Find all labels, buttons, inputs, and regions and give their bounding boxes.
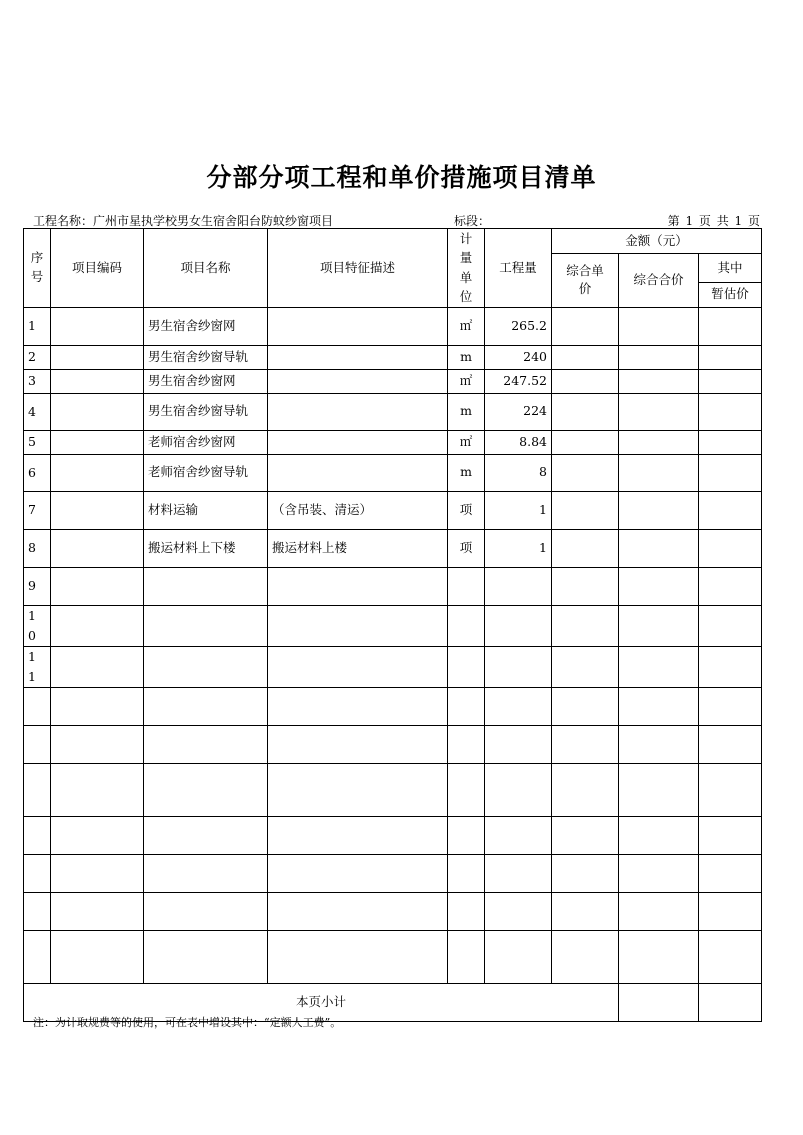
row-seq-cell: 3	[24, 369, 51, 393]
row-qty-cell	[485, 725, 552, 763]
table-row	[24, 491, 762, 529]
row-seq-cell	[24, 892, 51, 930]
row-code-cell	[51, 892, 144, 930]
row-provisional-cell	[699, 345, 762, 369]
row-provisional-cell	[699, 646, 762, 687]
row-unit-price-cell	[552, 529, 619, 567]
row-unit-cell: 项	[448, 529, 485, 567]
row-unit-cell	[448, 646, 485, 687]
row-code-cell	[51, 687, 144, 725]
row-desc-cell	[268, 307, 448, 345]
row-code-cell	[51, 725, 144, 763]
row-unit-cell	[448, 930, 485, 983]
row-total-price-cell	[619, 393, 699, 430]
row-total-price-cell	[619, 687, 699, 725]
row-name-cell	[144, 763, 268, 816]
row-name-cell	[144, 892, 268, 930]
row-total-price-cell	[619, 930, 699, 983]
row-qty-cell	[485, 854, 552, 892]
row-name-cell	[144, 854, 268, 892]
row-name-cell	[144, 646, 268, 687]
row-code-cell	[51, 491, 144, 529]
row-code-cell	[51, 646, 144, 687]
header-desc: 项目特征描述	[268, 229, 448, 308]
row-code-cell	[51, 763, 144, 816]
row-total-price-cell	[619, 430, 699, 454]
row-seq-cell: 5	[24, 430, 51, 454]
table-row	[24, 430, 762, 454]
row-code-cell	[51, 430, 144, 454]
row-name-cell: 材料运输	[144, 491, 268, 529]
row-seq-cell: 9	[24, 567, 51, 605]
row-total-price-cell	[619, 369, 699, 393]
row-total-price-cell	[619, 854, 699, 892]
row-total-price-cell	[619, 345, 699, 369]
row-unit-cell: ㎡	[448, 369, 485, 393]
row-total-price-cell	[619, 605, 699, 646]
row-qty-cell	[485, 567, 552, 605]
row-total-price-cell	[619, 892, 699, 930]
row-unit-cell	[448, 725, 485, 763]
table-row	[24, 529, 762, 567]
row-desc-cell	[268, 430, 448, 454]
row-name-cell: 老师宿舍纱窗网	[144, 430, 268, 454]
row-provisional-cell	[699, 763, 762, 816]
row-qty-cell: 1	[485, 529, 552, 567]
table-row	[24, 567, 762, 605]
row-name-cell: 老师宿舍纱窗导轨	[144, 454, 268, 491]
row-unit-price-cell	[552, 345, 619, 369]
row-name-cell: 男生宿舍纱窗网	[144, 369, 268, 393]
row-total-price-cell	[619, 816, 699, 854]
table-row	[24, 763, 762, 816]
row-provisional-cell	[699, 307, 762, 345]
row-qty-cell	[485, 605, 552, 646]
row-unit-cell	[448, 763, 485, 816]
row-unit-price-cell	[552, 393, 619, 430]
row-unit-price-cell	[552, 763, 619, 816]
row-total-price-cell	[619, 646, 699, 687]
header-qty: 工程量	[485, 229, 552, 308]
row-desc-cell	[268, 816, 448, 854]
row-provisional-cell	[699, 393, 762, 430]
table-row	[24, 646, 762, 687]
row-qty-cell	[485, 646, 552, 687]
row-qty-cell	[485, 930, 552, 983]
row-qty-cell: 8.84	[485, 430, 552, 454]
row-unit-cell: m	[448, 393, 485, 430]
subtotal-total-cell	[619, 983, 699, 1021]
row-name-cell: 男生宿舍纱窗导轨	[144, 393, 268, 430]
header-amount: 金额（元）	[552, 229, 762, 254]
row-code-cell	[51, 605, 144, 646]
table-row	[24, 687, 762, 725]
table-body	[24, 307, 762, 983]
project-name: 工程名称：广州市星执学校男女生宿舍阳台防蚊纱窗项目	[33, 214, 334, 228]
row-provisional-cell	[699, 930, 762, 983]
table-header	[24, 229, 762, 308]
table-row	[24, 369, 762, 393]
row-qty-cell: 247.52	[485, 369, 552, 393]
row-qty-cell: 240	[485, 345, 552, 369]
row-total-price-cell	[619, 454, 699, 491]
row-qty-cell: 265.2	[485, 307, 552, 345]
row-qty-cell	[485, 763, 552, 816]
row-qty-cell: 8	[485, 454, 552, 491]
row-unit-cell	[448, 567, 485, 605]
bill-of-quantities-table	[23, 228, 762, 1022]
page-info: 第 1 页 共 1 页	[667, 214, 761, 228]
row-code-cell	[51, 854, 144, 892]
row-unit-cell	[448, 892, 485, 930]
row-seq-cell	[24, 854, 51, 892]
row-qty-cell	[485, 816, 552, 854]
row-seq-cell: 4	[24, 393, 51, 430]
row-unit-price-cell	[552, 369, 619, 393]
row-desc-cell: 搬运材料上楼	[268, 529, 448, 567]
row-name-cell	[144, 816, 268, 854]
row-seq-cell	[24, 687, 51, 725]
row-total-price-cell	[619, 567, 699, 605]
row-unit-price-cell	[552, 491, 619, 529]
table-row	[24, 892, 762, 930]
row-qty-cell	[485, 687, 552, 725]
row-unit-price-cell	[552, 725, 619, 763]
table-row	[24, 605, 762, 646]
row-unit-price-cell	[552, 687, 619, 725]
table-row	[24, 393, 762, 430]
row-seq-cell: 10	[24, 605, 51, 646]
document-title: 分部分项工程和单价措施项目清单	[206, 163, 597, 192]
row-desc-cell	[268, 854, 448, 892]
row-code-cell	[51, 567, 144, 605]
row-name-cell	[144, 687, 268, 725]
row-unit-price-cell	[552, 454, 619, 491]
row-code-cell	[51, 930, 144, 983]
row-total-price-cell	[619, 763, 699, 816]
table-row	[24, 854, 762, 892]
row-unit-cell	[448, 816, 485, 854]
row-name-cell: 男生宿舍纱窗网	[144, 307, 268, 345]
row-desc-cell	[268, 393, 448, 430]
row-unit-price-cell	[552, 816, 619, 854]
row-qty-cell: 1	[485, 491, 552, 529]
row-unit-cell: ㎡	[448, 307, 485, 345]
subtotal-label: 本页小计	[24, 983, 619, 1021]
row-code-cell	[51, 529, 144, 567]
row-total-price-cell	[619, 307, 699, 345]
table-row	[24, 725, 762, 763]
row-unit-cell	[448, 854, 485, 892]
header-unit: 计量单位	[448, 229, 485, 308]
row-seq-cell: 2	[24, 345, 51, 369]
row-provisional-cell	[699, 567, 762, 605]
row-provisional-cell	[699, 687, 762, 725]
row-seq-cell	[24, 930, 51, 983]
row-unit-cell: 项	[448, 491, 485, 529]
header-of-which: 其中	[699, 254, 762, 283]
table-row	[24, 930, 762, 983]
header-provisional: 暂估价	[699, 282, 762, 307]
row-provisional-cell	[699, 605, 762, 646]
row-unit-cell: m	[448, 345, 485, 369]
row-code-cell	[51, 307, 144, 345]
bid-section: 标段：	[454, 214, 491, 228]
table-row	[24, 307, 762, 345]
row-provisional-cell	[699, 369, 762, 393]
header-total-price: 综合合价	[619, 254, 699, 308]
row-name-cell	[144, 725, 268, 763]
row-provisional-cell	[699, 430, 762, 454]
row-provisional-cell	[699, 529, 762, 567]
row-desc-cell	[268, 369, 448, 393]
row-seq-cell: 1	[24, 307, 51, 345]
row-code-cell	[51, 345, 144, 369]
row-code-cell	[51, 393, 144, 430]
row-unit-cell	[448, 687, 485, 725]
row-desc-cell	[268, 454, 448, 491]
row-desc-cell	[268, 646, 448, 687]
row-qty-cell	[485, 892, 552, 930]
row-total-price-cell	[619, 529, 699, 567]
row-unit-price-cell	[552, 430, 619, 454]
table-row	[24, 345, 762, 369]
row-name-cell	[144, 930, 268, 983]
row-total-price-cell	[619, 491, 699, 529]
row-desc-cell: （含吊装、清运）	[268, 491, 448, 529]
row-desc-cell	[268, 725, 448, 763]
row-desc-cell	[268, 892, 448, 930]
row-seq-cell: 7	[24, 491, 51, 529]
row-desc-cell	[268, 567, 448, 605]
header-unit-price: 综合单价	[552, 254, 619, 308]
row-provisional-cell	[699, 491, 762, 529]
row-name-cell	[144, 567, 268, 605]
row-provisional-cell	[699, 816, 762, 854]
row-provisional-cell	[699, 725, 762, 763]
subtotal-provisional-cell	[699, 983, 762, 1021]
header-seq: 序号	[24, 229, 51, 308]
row-unit-price-cell	[552, 892, 619, 930]
row-desc-cell	[268, 687, 448, 725]
row-unit-cell: ㎡	[448, 430, 485, 454]
row-unit-cell: m	[448, 454, 485, 491]
row-desc-cell	[268, 930, 448, 983]
row-provisional-cell	[699, 892, 762, 930]
row-desc-cell	[268, 605, 448, 646]
row-unit-price-cell	[552, 646, 619, 687]
header-name: 项目名称	[144, 229, 268, 308]
row-name-cell	[144, 605, 268, 646]
row-provisional-cell	[699, 854, 762, 892]
row-unit-price-cell	[552, 605, 619, 646]
row-code-cell	[51, 369, 144, 393]
row-unit-price-cell	[552, 854, 619, 892]
row-unit-cell	[448, 605, 485, 646]
row-code-cell	[51, 816, 144, 854]
row-total-price-cell	[619, 725, 699, 763]
row-desc-cell	[268, 763, 448, 816]
row-desc-cell	[268, 345, 448, 369]
row-seq-cell: 6	[24, 454, 51, 491]
row-seq-cell: 11	[24, 646, 51, 687]
table-row	[24, 454, 762, 491]
row-provisional-cell	[699, 454, 762, 491]
footnote: 注：为计取规费等的使用，可在表中增设其中：“定额人工费”。	[33, 1016, 342, 1029]
row-seq-cell	[24, 816, 51, 854]
row-unit-price-cell	[552, 930, 619, 983]
table-row	[24, 816, 762, 854]
row-seq-cell	[24, 763, 51, 816]
row-seq-cell	[24, 725, 51, 763]
row-unit-price-cell	[552, 307, 619, 345]
header-code: 项目编码	[51, 229, 144, 308]
row-name-cell: 搬运材料上下楼	[144, 529, 268, 567]
row-unit-price-cell	[552, 567, 619, 605]
row-seq-cell: 8	[24, 529, 51, 567]
row-qty-cell: 224	[485, 393, 552, 430]
row-code-cell	[51, 454, 144, 491]
row-name-cell: 男生宿舍纱窗导轨	[144, 345, 268, 369]
